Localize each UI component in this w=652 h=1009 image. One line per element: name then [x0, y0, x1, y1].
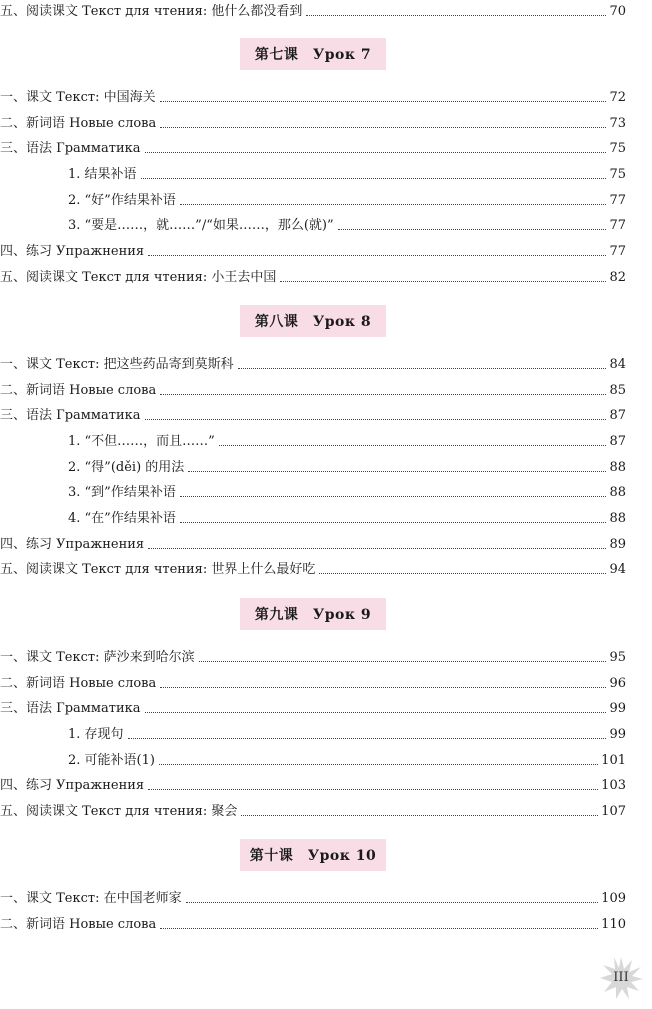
toc-subentry[interactable]: [0, 456, 626, 476]
entry-title: 五、阅读课文 Текст для чтения: 聚会: [0, 804, 238, 819]
page-number: III: [613, 970, 629, 985]
entry-title: 1. “不但……，而且……”: [68, 434, 215, 449]
entry-page: 75: [609, 167, 626, 182]
toc-entry[interactable]: [0, 558, 626, 578]
entry-page: 88: [609, 485, 626, 500]
dot-leader: [145, 712, 607, 713]
toc-subentry[interactable]: [0, 214, 626, 234]
entry-title: 三、语法 Грамматика: [0, 701, 141, 716]
toc-entry[interactable]: [0, 379, 626, 399]
entry-title: 四、练习 Упражнения: [0, 244, 145, 259]
dot-leader: [148, 548, 606, 549]
toc-entry[interactable]: [0, 646, 626, 666]
toc-entry[interactable]: [0, 112, 626, 132]
dot-leader: [280, 281, 606, 282]
entry-page: 88: [609, 460, 626, 475]
entry-title: 五、阅读课文 Текст для чтения: 他什么都没看到: [0, 4, 303, 19]
entry-page: 103: [601, 778, 626, 793]
toc-entry[interactable]: [0, 240, 626, 260]
entry-title: 1. 结果补语: [68, 167, 137, 182]
toc-subentry[interactable]: [0, 507, 626, 527]
dot-leader: [319, 573, 606, 574]
dot-leader: [199, 661, 607, 662]
toc-subentry[interactable]: [0, 430, 626, 450]
entry-page: 88: [609, 511, 626, 526]
toc-entry[interactable]: [0, 697, 626, 717]
dot-leader: [180, 522, 607, 523]
dot-leader: [160, 127, 606, 128]
entry-page: 87: [609, 408, 626, 423]
entry-page: 109: [601, 891, 626, 906]
dot-leader: [160, 687, 606, 688]
toc-subentry[interactable]: [0, 723, 626, 743]
toc-subentry[interactable]: [0, 749, 626, 769]
entry-title: 四、练习 Упражнения: [0, 778, 145, 793]
toc-entry[interactable]: [0, 137, 626, 157]
dot-leader: [145, 419, 607, 420]
entry-title: 五、阅读课文 Текст для чтения: 小王去中国: [0, 270, 277, 285]
entry-title: 3. “到”作结果补语: [68, 485, 176, 500]
entry-page: 75: [609, 141, 626, 156]
entry-title: 4. “在”作结果补语: [68, 511, 176, 526]
toc-entry[interactable]: [0, 774, 626, 794]
toc-entry[interactable]: [0, 0, 626, 20]
dot-leader: [219, 445, 607, 446]
dot-leader: [186, 902, 599, 903]
dot-leader: [148, 789, 598, 790]
toc-subentry[interactable]: [0, 189, 626, 209]
entry-title: 2. “得”(děi) 的用法: [68, 460, 185, 475]
entry-title: 二、新词语 Новые слова: [0, 676, 157, 691]
lesson-header: 第七课 Урок 7: [240, 38, 386, 70]
entry-title: 二、新词语 Новые слова: [0, 116, 157, 131]
dot-leader: [306, 15, 606, 16]
toc-entry[interactable]: [0, 672, 626, 692]
dot-leader: [180, 204, 607, 205]
toc-entry[interactable]: [0, 353, 626, 373]
dot-leader: [180, 496, 607, 497]
entry-page: 84: [609, 357, 626, 372]
lesson-header: 第八课 Урок 8: [240, 305, 386, 337]
entry-page: 77: [609, 244, 626, 259]
entry-title: 2. “好”作结果补语: [68, 193, 176, 208]
dot-leader: [160, 394, 606, 395]
entry-page: 77: [609, 193, 626, 208]
entry-page: 82: [609, 270, 626, 285]
entry-title: 一、课文 Текст: 把这些药品寄到莫斯科: [0, 357, 234, 372]
entry-page: 94: [609, 562, 626, 577]
entry-title: 3. “要是……，就……”/“如果……，那么(就)”: [68, 218, 334, 233]
entry-title: 2. 可能补语(1): [68, 753, 155, 768]
dot-leader: [238, 368, 607, 369]
toc-entry[interactable]: [0, 404, 626, 424]
dot-leader: [128, 738, 607, 739]
toc-entry[interactable]: [0, 800, 626, 820]
dot-leader: [148, 255, 606, 256]
dot-leader: [188, 471, 606, 472]
entry-page: 110: [601, 917, 626, 932]
entry-page: 77: [609, 218, 626, 233]
entry-page: 73: [609, 116, 626, 131]
dot-leader: [145, 152, 607, 153]
entry-title: 三、语法 Грамматика: [0, 141, 141, 156]
dot-leader: [241, 815, 598, 816]
lesson-header: 第九课 Урок 9: [240, 598, 386, 630]
toc-subentry[interactable]: [0, 163, 626, 183]
dot-leader: [338, 229, 607, 230]
dot-leader: [160, 101, 607, 102]
toc-entry[interactable]: [0, 86, 626, 106]
entry-title: 二、新词语 Новые слова: [0, 383, 157, 398]
entry-page: 99: [609, 727, 626, 742]
dot-leader: [160, 928, 598, 929]
toc-entry[interactable]: [0, 887, 626, 907]
entry-title: 一、课文 Текст: 萨沙来到哈尔滨: [0, 650, 195, 665]
entry-title: 二、新词语 Новые слова: [0, 917, 157, 932]
entry-page: 72: [609, 90, 626, 105]
page-number-badge: [598, 955, 644, 1001]
entry-page: 89: [609, 537, 626, 552]
entry-page: 101: [601, 753, 626, 768]
dot-leader: [159, 764, 598, 765]
entry-page: 85: [609, 383, 626, 398]
entry-page: 95: [609, 650, 626, 665]
entry-title: 1. 存现句: [68, 727, 124, 742]
entry-title: 五、阅读课文 Текст для чтения: 世界上什么最好吃: [0, 562, 316, 577]
entry-title: 一、课文 Текст: 在中国老师家: [0, 891, 182, 906]
toc-entry[interactable]: [0, 266, 626, 286]
entry-page: 107: [601, 804, 626, 819]
entry-title: 四、练习 Упражнения: [0, 537, 145, 552]
entry-title: 三、语法 Грамматика: [0, 408, 141, 423]
toc-subentry[interactable]: [0, 481, 626, 501]
entry-page: 99: [609, 701, 626, 716]
entry-title: 一、课文 Текст: 中国海关: [0, 90, 156, 105]
entry-page: 96: [609, 676, 626, 691]
entry-page: 87: [609, 434, 626, 449]
dot-leader: [141, 178, 607, 179]
toc-entry[interactable]: [0, 913, 626, 933]
entry-page: 70: [609, 4, 626, 19]
toc-entry[interactable]: [0, 533, 626, 553]
lesson-header: 第十课 Урок 10: [240, 839, 386, 871]
